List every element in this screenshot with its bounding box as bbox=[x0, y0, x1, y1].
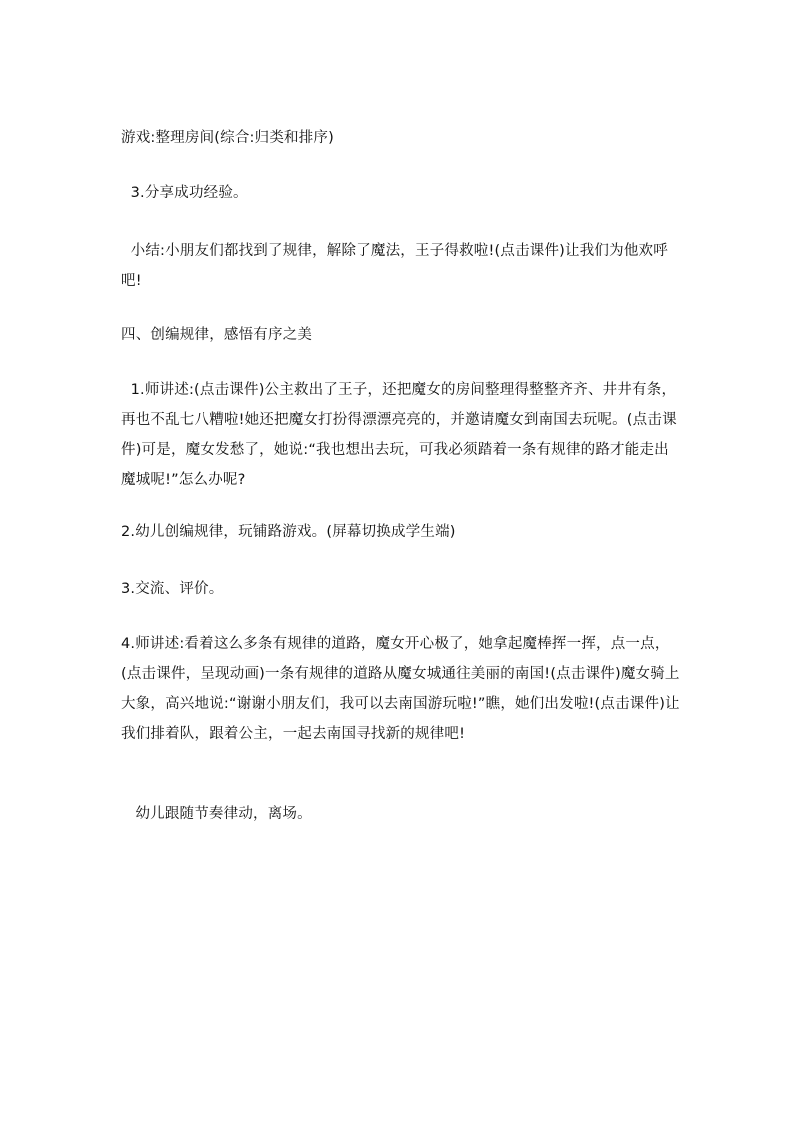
children-create-paragraph: 2.幼儿创编规律，玩铺路游戏。(屏幕切换成学生端) bbox=[121, 524, 456, 540]
teacher-narration-paragraph-1: 1.师讲述:(点击课件)公主救出了王子，还把魔女的房间整理得整整齐齐、井井有条，再也不乱七八糟啦!她还把魔女打扮得漂漂亮亮的，并邀请魔女到南国去玩呢。(点击课件)可是，魔女发愁了，她说:“我也想出去玩，可我必须踏着一条有规律的路才能走出魔城呢!”怎么办呢? bbox=[121, 382, 677, 488]
closing-paragraph: 幼儿跟随节奏律动，离场。 bbox=[121, 806, 312, 822]
summary-paragraph: 小结:小朋友们都找到了规律，解除了魔法，王子得救啦!(点击课件)让我们为他欢呼吧! bbox=[121, 243, 668, 289]
exchange-evaluate-paragraph: 3.交流、评价。 bbox=[121, 581, 224, 597]
game-title-paragraph: 游戏:整理房间(综合:归类和排序) bbox=[121, 130, 334, 146]
teacher-narration-paragraph-2: 4.师讲述:看着这么多条有规律的道路，魔女开心极了，她拿起魔棒挥一挥，点一点，(点击课件，呈现动画)一条有规律的道路从魔女城通往美丽的南国!(点击课件)魔女骑上大象，高兴地说:“谢谢小朋友们，我可以去南国游玩啦!”瞧，她们出发啦!(点击课件)让我们排着队，跟着公主，一起去南国寻找新的规律吧! bbox=[121, 636, 680, 742]
share-experience-paragraph: 3.分享成功经验。 bbox=[121, 185, 248, 201]
section-heading: 四、创编规律，感悟有序之美 bbox=[121, 327, 313, 343]
